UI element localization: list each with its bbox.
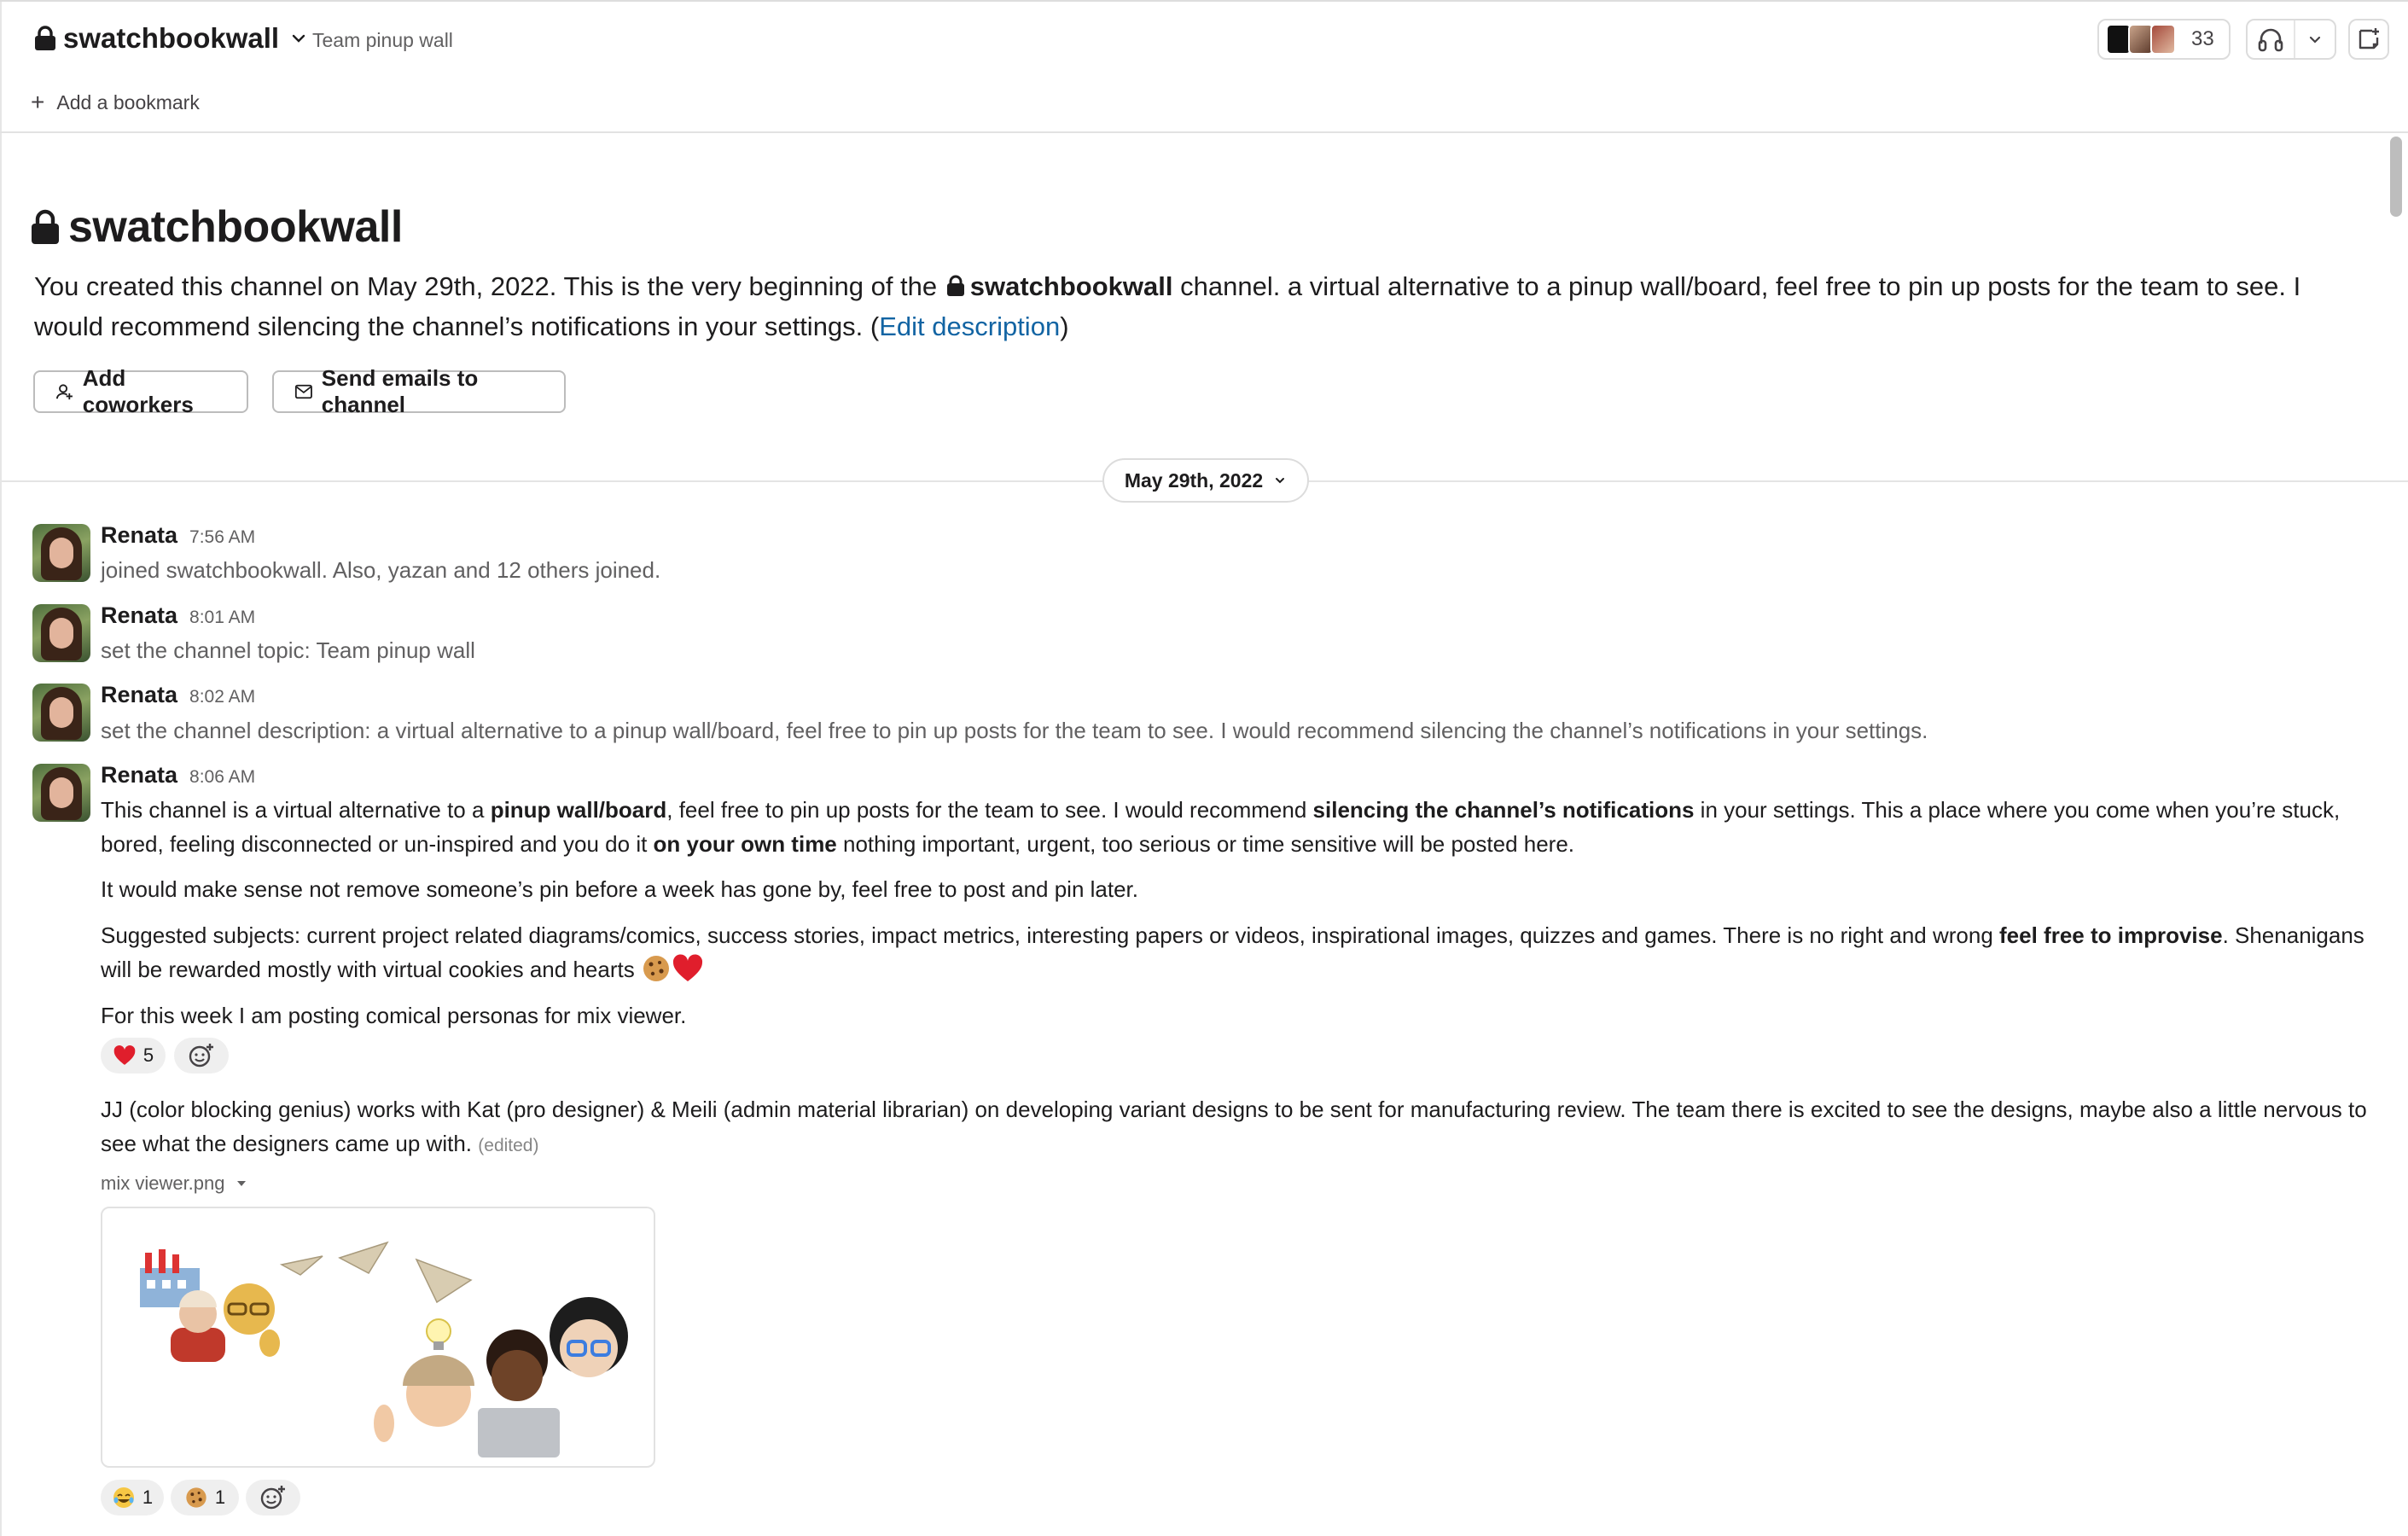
add-bookmark-label: Add a bookmark — [56, 90, 200, 113]
message-author[interactable]: Renata — [101, 522, 178, 548]
huddle-button[interactable] — [2246, 19, 2336, 60]
message-timestamp[interactable]: 8:02 AM — [189, 687, 256, 707]
intro-title: swatchbookwall — [68, 202, 403, 252]
members-button[interactable] — [2097, 19, 2231, 60]
add-emoji-icon — [259, 1484, 287, 1511]
reaction-heart[interactable] — [101, 1038, 166, 1073]
chevron-down-icon[interactable] — [2295, 32, 2335, 47]
cookie-emoji — [184, 1486, 208, 1510]
text-run: nothing important, urgent, too serious or time sensitive will be posted here. — [836, 831, 1575, 857]
headphones-icon[interactable] — [2248, 20, 2295, 58]
text-run: in your settings. This a place where you come when you’re stuck, bored, feeling disconnected or un-inspired and you do it — [101, 797, 2341, 857]
message-text — [101, 918, 2379, 986]
add-person-icon — [55, 381, 74, 402]
lock-icon — [34, 26, 56, 51]
scrollbar-thumb[interactable] — [2390, 137, 2402, 217]
message-header — [101, 602, 255, 629]
intro-channel-name[interactable]: swatchbookwall — [969, 271, 1173, 301]
lock-icon — [946, 275, 965, 297]
channel-topic[interactable]: Team pinup wall — [312, 29, 453, 51]
left-border — [0, 0, 2, 1536]
message-author[interactable]: Renata — [101, 682, 178, 707]
bold-text: silencing the channel’s notifications — [1312, 797, 1695, 823]
intro-heading — [31, 201, 403, 253]
avatar[interactable] — [32, 524, 90, 582]
channel-name: swatchbookwall — [63, 22, 280, 54]
heart-emoji — [672, 953, 704, 984]
reaction-cookie[interactable] — [171, 1480, 239, 1516]
joy-emoji — [112, 1486, 136, 1510]
member-avatar — [2150, 24, 2176, 55]
avatar[interactable] — [32, 604, 90, 662]
message-text — [101, 1092, 2379, 1163]
add-reaction-button[interactable] — [246, 1480, 300, 1516]
message-text: joined swatchbookwall. Also, yazan and 12 others joined. — [101, 557, 661, 583]
avatar[interactable] — [32, 764, 90, 822]
lock-icon — [31, 209, 60, 245]
message-timestamp[interactable]: 8:06 AM — [189, 767, 256, 787]
text-run: . Shenanigans will be rewarded mostly with virtual cookies and hearts — [101, 922, 2364, 982]
intro-description — [34, 266, 2355, 346]
add-coworkers-label: Add coworkers — [82, 365, 194, 417]
persona-blue-glasses — [550, 1297, 628, 1377]
caret-down-icon — [236, 1178, 247, 1190]
text-run: JJ (color blocking genius) works with Kat (pro designer) & Meili (admin material librarian) on developing variant designs to be sent for manufacturing review. The team there is excited to see the designs, maybe also a little nervous to see what the designers came up with. — [101, 1097, 2367, 1156]
reaction-joy[interactable] — [101, 1480, 164, 1516]
date-divider-button[interactable] — [1102, 458, 1309, 503]
canvas-icon[interactable] — [2348, 19, 2389, 60]
message-header — [101, 522, 255, 549]
message-author[interactable]: Renata — [101, 602, 178, 628]
plus-icon: + — [31, 89, 45, 115]
send-emails-button[interactable] — [272, 365, 566, 417]
file-attachment-title[interactable] — [101, 1172, 247, 1195]
add-emoji-icon — [188, 1042, 215, 1069]
text-run: Suggested subjects: current project related diagrams/comics, success stories, impact metrics, interesting papers or videos, inspirational images, quizzes and games. There is no right and wrong — [101, 922, 2000, 948]
channel-header — [0, 0, 2408, 133]
message-text: It would make sense not remove someone’s pin before a week has gone by, feel free to post and pin later. — [101, 876, 1138, 902]
text-run: This channel is a virtual alternative to a — [101, 797, 491, 823]
date-label: May 29th, 2022 — [1124, 468, 1264, 492]
reaction-count: 1 — [214, 1487, 226, 1508]
persona-glasses — [224, 1283, 280, 1357]
chevron-down-icon — [286, 29, 308, 48]
message-timestamp[interactable]: 8:01 AM — [189, 608, 256, 627]
lightbulb — [427, 1319, 451, 1350]
send-emails-label: Send emails to channel — [321, 365, 479, 417]
message-text: set the channel topic: Team pinup wall — [101, 637, 475, 663]
channel-name-button[interactable] — [34, 22, 308, 55]
persona-explorer — [374, 1355, 474, 1442]
message-text: set the channel description: a virtual alternative to a pinup wall/board, feel free to pin up posts for the team to see. I would recommend silencing the channel’s notifications in your settings. — [101, 718, 1928, 743]
intro-text-part: ) — [1060, 311, 1069, 341]
heart-emoji — [113, 1044, 137, 1067]
add-coworkers-button[interactable] — [33, 365, 248, 417]
message-header — [101, 762, 255, 788]
reaction-count: 1 — [142, 1487, 154, 1508]
avatar[interactable] — [32, 684, 90, 742]
edit-description-link[interactable]: Edit description — [879, 311, 1061, 341]
edited-label: (edited) — [478, 1136, 539, 1155]
intro-text-part: channel. a virtual alternative to a pinup wall/board, feel free to pin up posts for the team to see. I would recommend silencing the channel’s notifications in your settings. ( — [34, 271, 2301, 341]
image-attachment[interactable] — [101, 1207, 655, 1468]
message-author[interactable]: Renata — [101, 762, 178, 788]
member-count: 33 — [2191, 27, 2214, 50]
cookie-emoji — [641, 953, 672, 984]
file-name: mix viewer.png — [101, 1172, 225, 1194]
paper-planes — [282, 1242, 471, 1302]
chevron-down-icon — [1273, 474, 1287, 487]
bold-text: pinup wall/board — [490, 797, 667, 823]
bold-text: feel free to improvise — [1999, 922, 2223, 948]
email-icon — [294, 381, 313, 402]
persona-laptop — [478, 1329, 560, 1457]
bold-text: on your own time — [653, 831, 837, 857]
message-header — [101, 682, 255, 708]
reaction-count: 5 — [143, 1044, 154, 1066]
text-run: , feel free to pin up posts for the team to see. I would recommend — [666, 797, 1313, 823]
intro-text-part: You created this channel on May 29th, 2022. This is the very beginning of the — [34, 271, 945, 301]
add-reaction-button[interactable] — [174, 1038, 229, 1073]
message-timestamp[interactable]: 7:56 AM — [189, 527, 256, 547]
message-text: For this week I am posting comical personas for mix viewer. — [101, 1003, 687, 1028]
add-bookmark-button[interactable] — [31, 90, 200, 114]
mix-viewer-image — [102, 1208, 654, 1466]
message-text — [101, 793, 2379, 861]
